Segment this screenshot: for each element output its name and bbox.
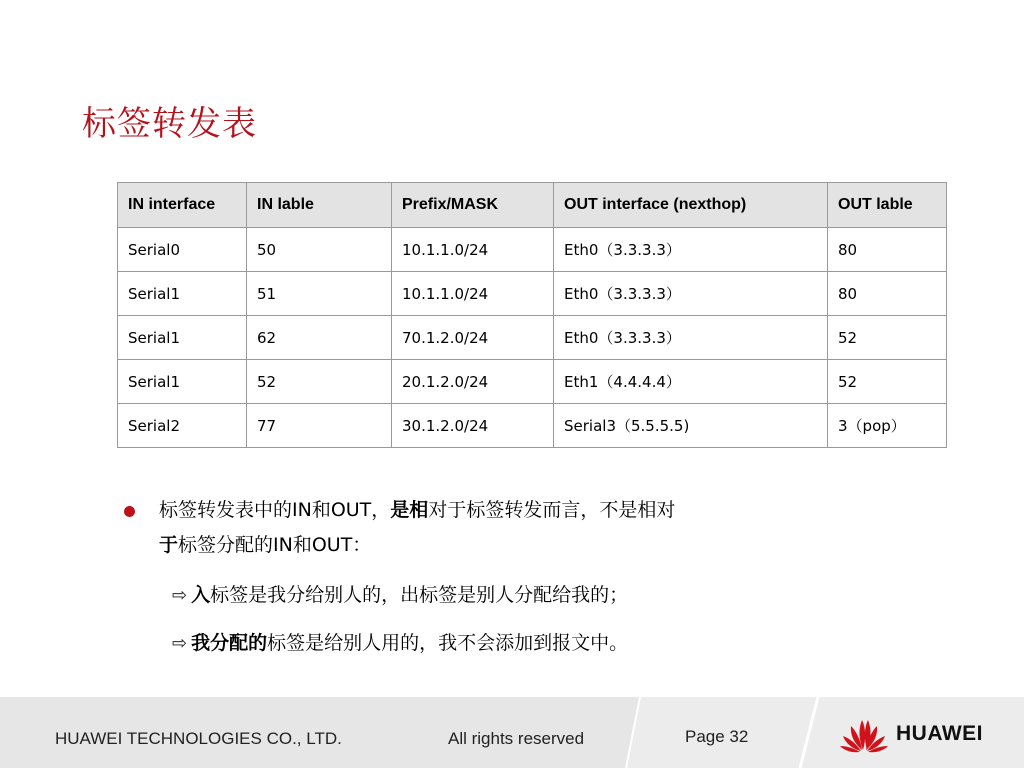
cell-in-label: 51 bbox=[247, 272, 392, 316]
cell-out-interface: Serial3（5.5.5.5) bbox=[554, 404, 828, 448]
sub-bullet-bold: 入 bbox=[191, 584, 211, 606]
bullet-text-part: 标签转发表中的IN和OUT， bbox=[159, 499, 391, 521]
table-row bbox=[118, 404, 947, 448]
huawei-logo bbox=[838, 714, 998, 754]
arrow-right-icon: ⇨ bbox=[172, 633, 188, 654]
cell-in-interface: Serial1 bbox=[118, 360, 247, 404]
cell-out-interface: Eth0（3.3.3.3） bbox=[554, 228, 828, 272]
table-row bbox=[118, 360, 947, 404]
cell-in-label: 77 bbox=[247, 404, 392, 448]
cell-prefix: 70.1.2.0/24 bbox=[392, 316, 554, 360]
header-prefix-mask: Prefix/MASK bbox=[392, 183, 554, 228]
cell-prefix: 10.1.1.0/24 bbox=[392, 228, 554, 272]
page-number: Page 32 bbox=[685, 727, 749, 746]
footer-company: HUAWEI TECHNOLOGIES CO., LTD. bbox=[55, 729, 342, 748]
table-row bbox=[118, 316, 947, 360]
cell-in-interface: Serial2 bbox=[118, 404, 247, 448]
table-row bbox=[118, 272, 947, 316]
cell-in-interface: Serial0 bbox=[118, 228, 247, 272]
bullet-text-bold: 于 bbox=[159, 534, 179, 556]
header-in-label: IN lable bbox=[247, 183, 392, 228]
cell-prefix: 30.1.2.0/24 bbox=[392, 404, 554, 448]
sub-bullet-bold: 我分配的 bbox=[191, 632, 268, 654]
bullet-text bbox=[159, 493, 864, 563]
slide-title: 标签转发表 bbox=[82, 104, 257, 144]
cell-in-label: 50 bbox=[247, 228, 392, 272]
table-row bbox=[118, 228, 947, 272]
footer-bar bbox=[0, 697, 1024, 768]
sub-bullet-text: 标签是我分给别人的，出标签是别人分配给我的； bbox=[210, 584, 629, 606]
header-out-interface: OUT interface (nexthop) bbox=[554, 183, 828, 228]
sub-bullet-in-label bbox=[172, 580, 628, 607]
header-out-label: OUT lable bbox=[828, 183, 947, 228]
bullet-point bbox=[124, 493, 864, 563]
cell-out-label: 52 bbox=[828, 316, 947, 360]
cell-out-label: 80 bbox=[828, 272, 947, 316]
cell-prefix: 20.1.2.0/24 bbox=[392, 360, 554, 404]
huawei-petal-icon bbox=[838, 714, 890, 754]
label-forwarding-table bbox=[117, 182, 947, 448]
cell-prefix: 10.1.1.0/24 bbox=[392, 272, 554, 316]
cell-out-interface: Eth0（3.3.3.3） bbox=[554, 272, 828, 316]
arrow-right-icon: ⇨ bbox=[172, 585, 188, 606]
footer-rights: All rights reserved bbox=[448, 729, 585, 748]
cell-out-label: 52 bbox=[828, 360, 947, 404]
bullet-text-bold: 是相 bbox=[390, 499, 429, 521]
cell-out-label: 3（pop） bbox=[828, 404, 947, 448]
bullet-text-part: 标签分配的IN和OUT： bbox=[178, 534, 372, 556]
bullet-text-part: 对于标签转发而言，不是相对 bbox=[428, 499, 676, 521]
sub-bullet-text: 标签是给别人用的，我不会添加到报文中。 bbox=[267, 632, 629, 654]
cell-in-label: 52 bbox=[247, 360, 392, 404]
logo-wordmark: HUAWEI bbox=[896, 722, 983, 745]
bullet-dot-icon bbox=[124, 506, 135, 517]
header-in-interface: IN interface bbox=[118, 183, 247, 228]
cell-in-interface: Serial1 bbox=[118, 272, 247, 316]
table-header-row bbox=[118, 183, 947, 228]
cell-out-label: 80 bbox=[828, 228, 947, 272]
cell-out-interface: Eth0（3.3.3.3） bbox=[554, 316, 828, 360]
cell-in-interface: Serial1 bbox=[118, 316, 247, 360]
cell-in-label: 62 bbox=[247, 316, 392, 360]
cell-out-interface: Eth1（4.4.4.4） bbox=[554, 360, 828, 404]
sub-bullet-my-label bbox=[172, 628, 628, 655]
